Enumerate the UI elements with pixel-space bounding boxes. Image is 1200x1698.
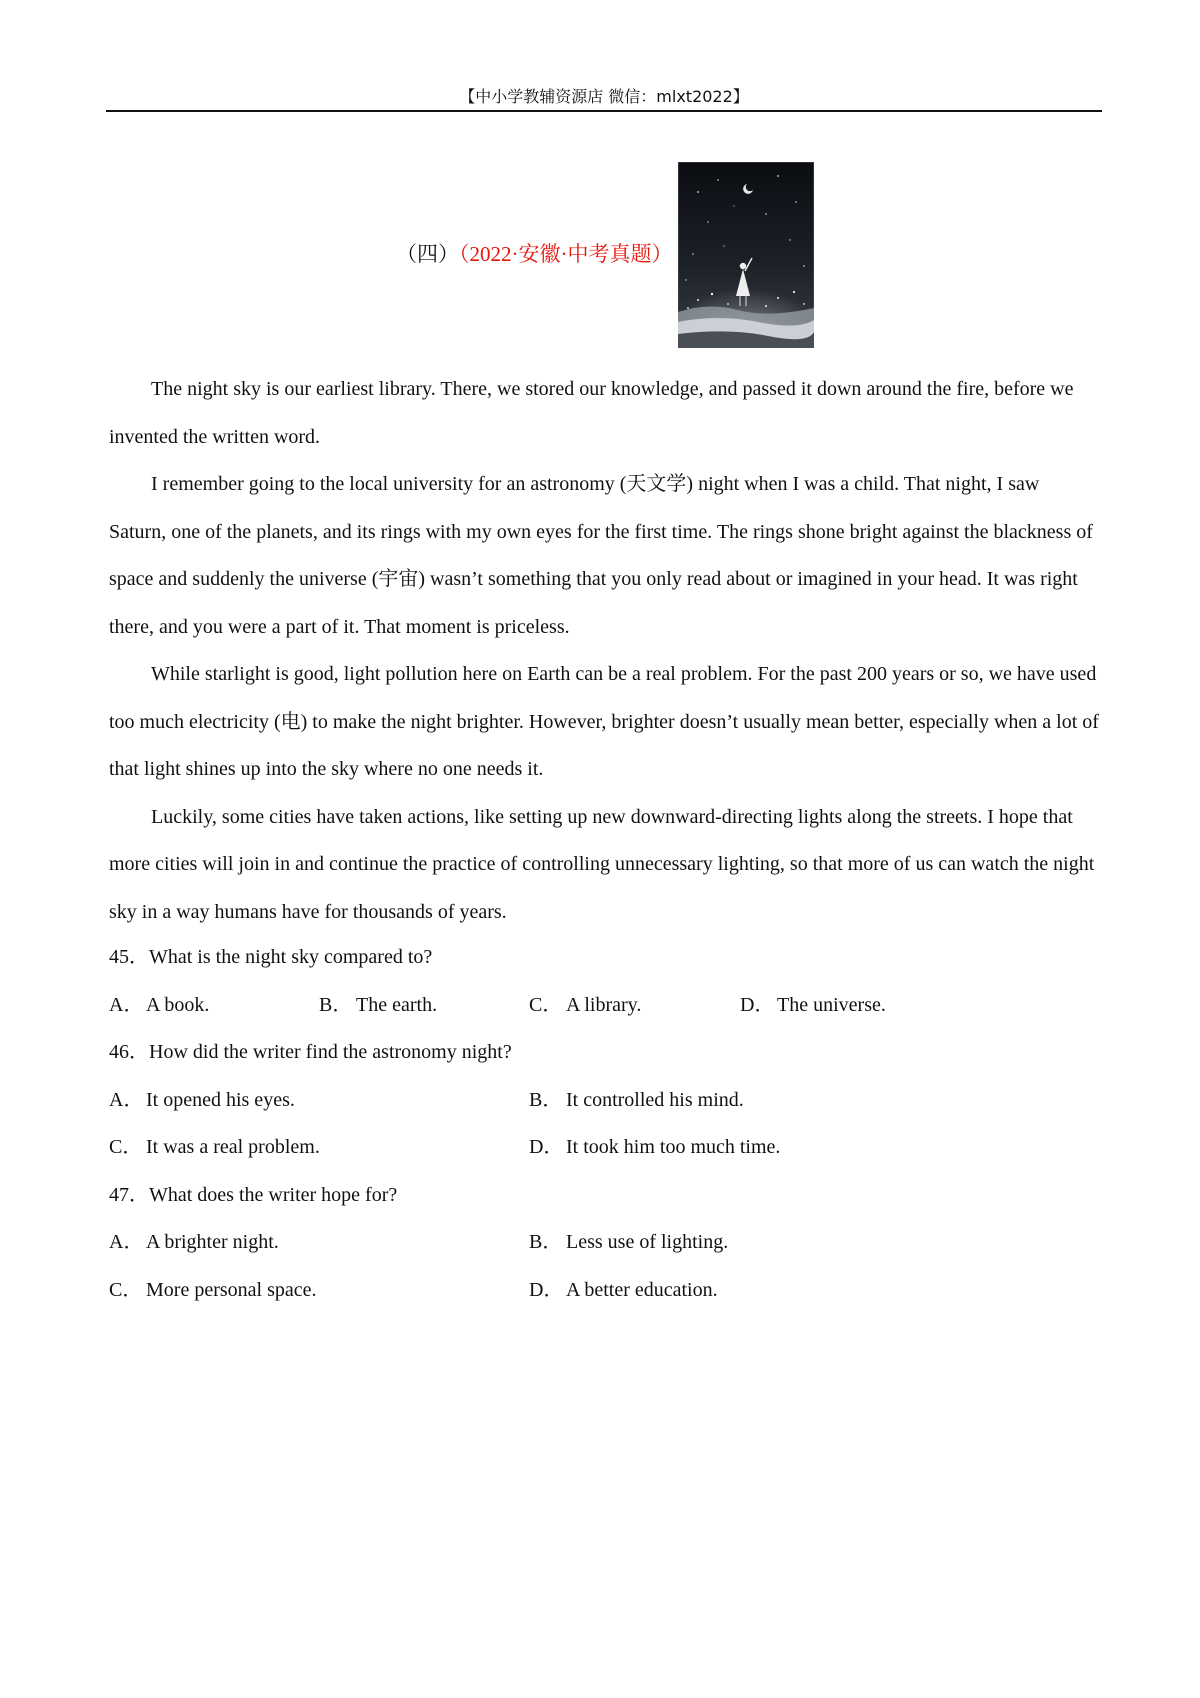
option-letter: A． (109, 1088, 144, 1111)
option-text: A book. (146, 993, 210, 1016)
question-46-options-row-2 (109, 1124, 1099, 1172)
option-text: The earth. (356, 993, 438, 1016)
section-source: （2022·安徽·中考真题） (459, 242, 673, 266)
option-c[interactable] (109, 1267, 317, 1315)
question-list (109, 934, 1099, 1314)
option-b[interactable] (529, 1219, 728, 1267)
option-letter: A． (109, 993, 144, 1016)
option-text: A better education. (566, 1278, 718, 1301)
option-letter: C． (529, 993, 563, 1016)
option-a[interactable] (109, 1077, 295, 1125)
option-text: It was a real problem. (146, 1136, 320, 1158)
option-letter: D． (740, 993, 775, 1016)
option-d[interactable] (529, 1124, 780, 1172)
option-letter: D． (529, 1136, 564, 1158)
option-c[interactable] (529, 982, 641, 1030)
option-letter: D． (529, 1278, 564, 1301)
option-c[interactable] (109, 1124, 320, 1172)
passage-paragraph: The night sky is our earliest library. There, we stored our knowledge, and passed it down around the fire, before we invented the written word. (109, 378, 1074, 448)
header-rule (106, 110, 1102, 112)
page-header: 【中小学教辅资源店 微信：mlxt2022】 (459, 87, 749, 106)
option-text: It opened his eyes. (146, 1088, 295, 1111)
option-b[interactable] (319, 982, 437, 1030)
option-text: The universe. (777, 993, 886, 1016)
question-45-options (109, 982, 1099, 1030)
night-sky-illustration (678, 162, 814, 348)
option-text: A brighter night. (146, 1231, 279, 1253)
passage-paragraph: Luckily, some cities have taken actions, like setting up new downward-directing lights along the streets. I hope that more cities will join in and continue the practice of controlling unnecessary lighting, so that more of us can watch the night sky in a way humans have for thousands of years. (109, 805, 1095, 923)
section-title (396, 240, 673, 268)
option-d[interactable] (529, 1267, 718, 1315)
question-47-options-row-1 (109, 1219, 1099, 1267)
option-letter: A． (109, 1231, 144, 1253)
section-number: （四） (396, 242, 459, 266)
option-text: More personal space. (146, 1278, 317, 1301)
question-47-options-row-2 (109, 1267, 1099, 1315)
question-46-stem: 46．How did the writer find the astronomy night? (109, 1041, 512, 1063)
option-letter: B． (529, 1231, 563, 1253)
question-47-stem: 47．What does the writer hope for? (109, 1183, 398, 1206)
option-text: It took him too much time. (566, 1136, 781, 1158)
question-45-stem: 45．What is the night sky compared to? (109, 946, 433, 968)
passage-paragraph: I remember going to the local university for an astronomy (天文学) night when I was a child. That night, I saw Saturn, one of the planets, and its rings with my own eyes for the first time. The rings shone bright against the blackness of space and suddenly the universe (宇宙) wasn’t something that you only read about or imagined in your head. It was right there, and you were a part of it. That moment is priceless. (109, 473, 1093, 638)
option-text: Less use of lighting. (566, 1231, 729, 1253)
option-text: It controlled his mind. (566, 1088, 744, 1111)
option-letter: B． (319, 993, 353, 1016)
option-b[interactable] (529, 1077, 744, 1125)
option-text: A library. (566, 993, 642, 1016)
question-46-options-row-1 (109, 1077, 1099, 1125)
option-d[interactable] (740, 982, 886, 1030)
option-letter: C． (109, 1278, 143, 1301)
option-a[interactable] (109, 1219, 279, 1267)
option-letter: B． (529, 1088, 563, 1111)
reading-passage (109, 366, 1099, 936)
option-letter: C． (109, 1136, 143, 1158)
passage-paragraph: While starlight is good, light pollution here on Earth can be a real problem. For the past 200 years or so, we have used too much electricity (电) to make the night brighter. However, brighter doesn’t usually mean better, especially when a lot of that light shines up into the sky where no one needs it. (109, 663, 1099, 780)
option-a[interactable] (109, 982, 209, 1030)
